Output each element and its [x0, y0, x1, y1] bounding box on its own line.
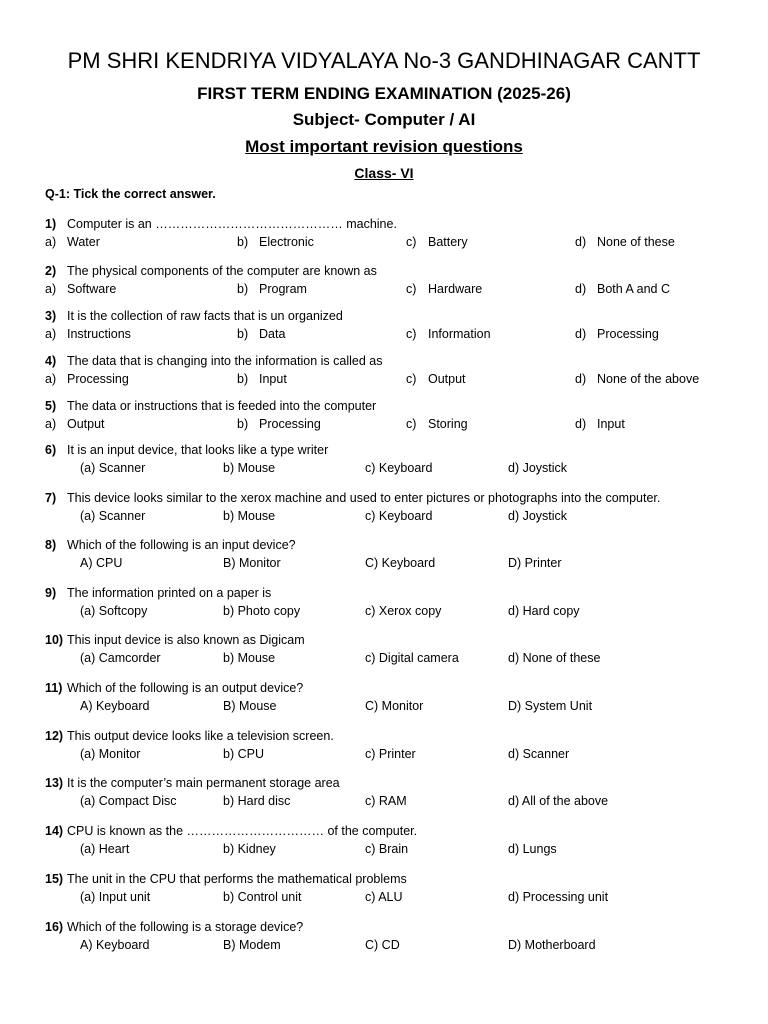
question-number: 16) [45, 920, 64, 934]
question-item [45, 774, 745, 810]
question-line [45, 307, 745, 325]
answer-option[interactable]: b) Kidney [223, 842, 276, 856]
question-item [45, 352, 745, 388]
revision-heading: Most important revision questions [245, 137, 523, 156]
question-line [45, 489, 745, 507]
option-text: Instructions [67, 327, 131, 341]
answer-option[interactable] [45, 280, 116, 298]
options-row [45, 840, 745, 858]
question-number: 15) [45, 872, 64, 886]
answer-option[interactable] [45, 233, 100, 251]
answer-option[interactable] [237, 415, 321, 433]
option-text: Electronic [259, 235, 314, 249]
question-text: The physical components of the computer are known as [67, 264, 377, 278]
question-line [45, 262, 745, 280]
options-row [45, 936, 745, 954]
option-letter: b) [237, 235, 249, 249]
option-letter: b) [237, 372, 249, 386]
option-letter: a) [45, 282, 57, 296]
question-line [45, 215, 745, 233]
answer-option[interactable] [406, 415, 468, 433]
class-label: Class- VI [354, 165, 414, 181]
options-row [45, 554, 745, 572]
question-number: 5) [45, 399, 57, 413]
option-letter: a) [45, 327, 57, 341]
answer-option[interactable]: c) Xerox copy [365, 604, 442, 618]
answer-option[interactable]: (a) Input unit [80, 890, 151, 904]
answer-option[interactable]: c) RAM [365, 794, 407, 808]
options-row [45, 792, 745, 810]
exam-title: FIRST TERM ENDING EXAMINATION (2025-26) [197, 84, 571, 103]
answer-option[interactable]: d) None of these [508, 651, 601, 665]
question-number: 12) [45, 729, 64, 743]
answer-option[interactable]: (a) Compact Disc [80, 794, 177, 808]
question-text: It is the collection of raw facts that is un organized [67, 309, 343, 323]
question-text: This device looks similar to the xerox machine and used to enter pictures or photographs into the computer. [67, 491, 661, 505]
answer-option[interactable]: b) Mouse [223, 461, 276, 475]
answer-option[interactable]: (a) Scanner [80, 461, 146, 475]
question-item [45, 679, 745, 715]
options-row [45, 602, 745, 620]
question-item [45, 631, 745, 667]
answer-option[interactable]: b) Photo copy [223, 604, 301, 618]
question-line [45, 727, 745, 745]
option-text: Information [428, 327, 491, 341]
options-row [45, 888, 745, 906]
question-line [45, 441, 745, 459]
answer-option[interactable]: c) Keyboard [365, 461, 433, 475]
answer-option[interactable]: d) All of the above [508, 794, 609, 808]
answer-option[interactable] [237, 325, 285, 343]
answer-option[interactable]: (a) Monitor [80, 747, 141, 761]
option-letter: d) [575, 282, 587, 296]
question-number: 6) [45, 443, 57, 457]
answer-option[interactable]: (a) Camcorder [80, 651, 161, 665]
option-letter: c) [406, 282, 417, 296]
question-line [45, 536, 745, 554]
question-number: 2) [45, 264, 57, 278]
option-text: Output [67, 417, 105, 431]
option-text: Input [597, 417, 625, 431]
answer-option[interactable] [406, 325, 491, 343]
school-name: PM SHRI KENDRIYA VIDYALAYA No-3 GANDHINAGAR CANTT [67, 48, 701, 73]
question-line [45, 774, 745, 792]
question-number: 1) [45, 217, 57, 231]
question-item [45, 262, 745, 298]
answer-option[interactable]: D) Printer [508, 556, 562, 570]
question-text: Which of the following is a storage device? [67, 920, 304, 934]
answer-option[interactable] [575, 325, 659, 343]
question-line [45, 352, 745, 370]
options-row [45, 745, 745, 763]
answer-option[interactable] [406, 233, 468, 251]
options-row [45, 507, 745, 525]
answer-option[interactable]: C) Keyboard [365, 556, 436, 570]
question-item [45, 918, 745, 954]
answer-option[interactable] [45, 370, 129, 388]
question-number: 13) [45, 776, 64, 790]
answer-option[interactable]: (a) Heart [80, 842, 130, 856]
answer-option[interactable]: b) Control unit [223, 890, 302, 904]
question-text: The data that is changing into the information is called as [67, 354, 383, 368]
option-letter: a) [45, 372, 57, 386]
option-letter: b) [237, 282, 249, 296]
option-letter: c) [406, 372, 417, 386]
options-row [45, 233, 745, 251]
answer-option[interactable]: D) System Unit [508, 699, 593, 713]
answer-option[interactable] [237, 370, 287, 388]
answer-option[interactable]: A) CPU [80, 556, 123, 570]
option-letter: b) [237, 417, 249, 431]
answer-option[interactable] [45, 415, 105, 433]
answer-option[interactable]: d) Joystick [508, 461, 568, 475]
question-text: This input device is also known as Digicam [67, 633, 305, 647]
question-text: Computer is an ……………………………………… machine. [67, 217, 397, 231]
options-row [45, 649, 745, 667]
answer-option[interactable]: d) Processing unit [508, 890, 609, 904]
option-letter: a) [45, 235, 57, 249]
question-number: 10) [45, 633, 64, 647]
question-text: It is the computer’s main permanent storage area [67, 776, 340, 790]
answer-option[interactable]: D) Motherboard [508, 938, 596, 952]
answer-option[interactable] [406, 280, 482, 298]
subject-line: Subject- Computer / AI [292, 110, 476, 129]
options-row [45, 370, 745, 388]
question-text: The information printed on a paper is [67, 586, 272, 600]
option-text: Program [259, 282, 307, 296]
option-letter: a) [45, 417, 57, 431]
question-text: CPU is known as the …………………………… of the computer. [67, 824, 418, 838]
question-text: Which of the following is an input device? [67, 538, 296, 552]
question-number: 11) [45, 681, 63, 695]
option-text: Hardware [428, 282, 483, 296]
question-text: The unit in the CPU that performs the mathematical problems [67, 872, 407, 886]
options-row [45, 697, 745, 715]
option-text: Processing [259, 417, 321, 431]
question-item [45, 727, 745, 763]
question-line [45, 584, 745, 602]
question-item [45, 822, 745, 858]
question-line [45, 631, 745, 649]
option-text: Water [67, 235, 100, 249]
question-item [45, 870, 745, 906]
option-text: Data [259, 327, 286, 341]
option-text: Output [428, 372, 466, 386]
answer-option[interactable]: B) Monitor [223, 556, 281, 570]
question-number: 14) [45, 824, 64, 838]
answer-option[interactable] [237, 280, 307, 298]
question-item [45, 307, 745, 343]
answer-option[interactable]: d) Lungs [508, 842, 557, 856]
options-row [45, 280, 745, 298]
answer-option[interactable]: c) Printer [365, 747, 416, 761]
answer-option[interactable] [575, 280, 670, 298]
question-item [45, 215, 745, 251]
question-line [45, 822, 745, 840]
answer-option[interactable]: d) Joystick [508, 509, 568, 523]
answer-option[interactable]: b) CPU [223, 747, 264, 761]
answer-option[interactable]: d) Hard copy [508, 604, 580, 618]
question-text: It is an input device, that looks like a type writer [67, 443, 329, 457]
answer-option[interactable]: c) Keyboard [365, 509, 433, 523]
answer-option[interactable]: A) Keyboard [80, 938, 150, 952]
answer-option[interactable]: b) Mouse [223, 651, 276, 665]
answer-option[interactable] [575, 415, 625, 433]
answer-option[interactable]: B) Modem [223, 938, 281, 952]
option-text: Software [67, 282, 117, 296]
option-letter: b) [237, 327, 249, 341]
question-number: 4) [45, 354, 57, 368]
question-number: 7) [45, 491, 57, 505]
options-row [45, 459, 745, 477]
question-item [45, 584, 745, 620]
question-text: The data or instructions that is feeded into the computer [67, 399, 377, 413]
answer-option[interactable] [575, 370, 699, 388]
question-item [45, 397, 745, 433]
option-letter: d) [575, 372, 587, 386]
question-number: 3) [45, 309, 57, 323]
option-letter: c) [406, 235, 417, 249]
option-text: Storing [428, 417, 468, 431]
answer-option[interactable]: c) ALU [365, 890, 403, 904]
options-row [45, 415, 745, 433]
answer-option[interactable]: C) Monitor [365, 699, 424, 713]
answer-option[interactable]: b) Mouse [223, 509, 276, 523]
option-text: None of these [597, 235, 675, 249]
option-letter: c) [406, 417, 417, 431]
options-row [45, 325, 745, 343]
option-letter: c) [406, 327, 417, 341]
answer-option[interactable]: c) Brain [365, 842, 409, 856]
option-text: Processing [67, 372, 129, 386]
option-text: Battery [428, 235, 468, 249]
option-text: Input [259, 372, 287, 386]
option-letter: d) [575, 327, 587, 341]
question-number: 8) [45, 538, 57, 552]
answer-option[interactable]: d) Scanner [508, 747, 570, 761]
question-line [45, 918, 745, 936]
answer-option[interactable]: C) CD [365, 938, 400, 952]
option-letter: d) [575, 235, 587, 249]
section-instruction: Q-1: Tick the correct answer. [45, 187, 216, 201]
question-text: This output device looks like a television screen. [67, 729, 334, 743]
option-text: Both A and C [597, 282, 670, 296]
question-text: Which of the following is an output device? [67, 681, 304, 695]
option-text: None of the above [597, 372, 700, 386]
answer-option[interactable] [237, 233, 314, 251]
answer-option[interactable] [45, 325, 131, 343]
question-item [45, 441, 745, 477]
answer-option[interactable]: B) Mouse [223, 699, 277, 713]
answer-option[interactable]: (a) Softcopy [80, 604, 148, 618]
answer-option[interactable]: (a) Scanner [80, 509, 146, 523]
question-item [45, 536, 745, 572]
question-line [45, 870, 745, 888]
option-text: Processing [597, 327, 659, 341]
answer-option[interactable]: b) Hard disc [223, 794, 291, 808]
answer-option[interactable] [406, 370, 466, 388]
question-item [45, 489, 745, 525]
question-line [45, 397, 745, 415]
question-number: 9) [45, 586, 57, 600]
option-letter: d) [575, 417, 587, 431]
question-line [45, 679, 745, 697]
answer-option[interactable]: A) Keyboard [80, 699, 150, 713]
answer-option[interactable]: c) Digital camera [365, 651, 459, 665]
answer-option[interactable] [575, 233, 675, 251]
